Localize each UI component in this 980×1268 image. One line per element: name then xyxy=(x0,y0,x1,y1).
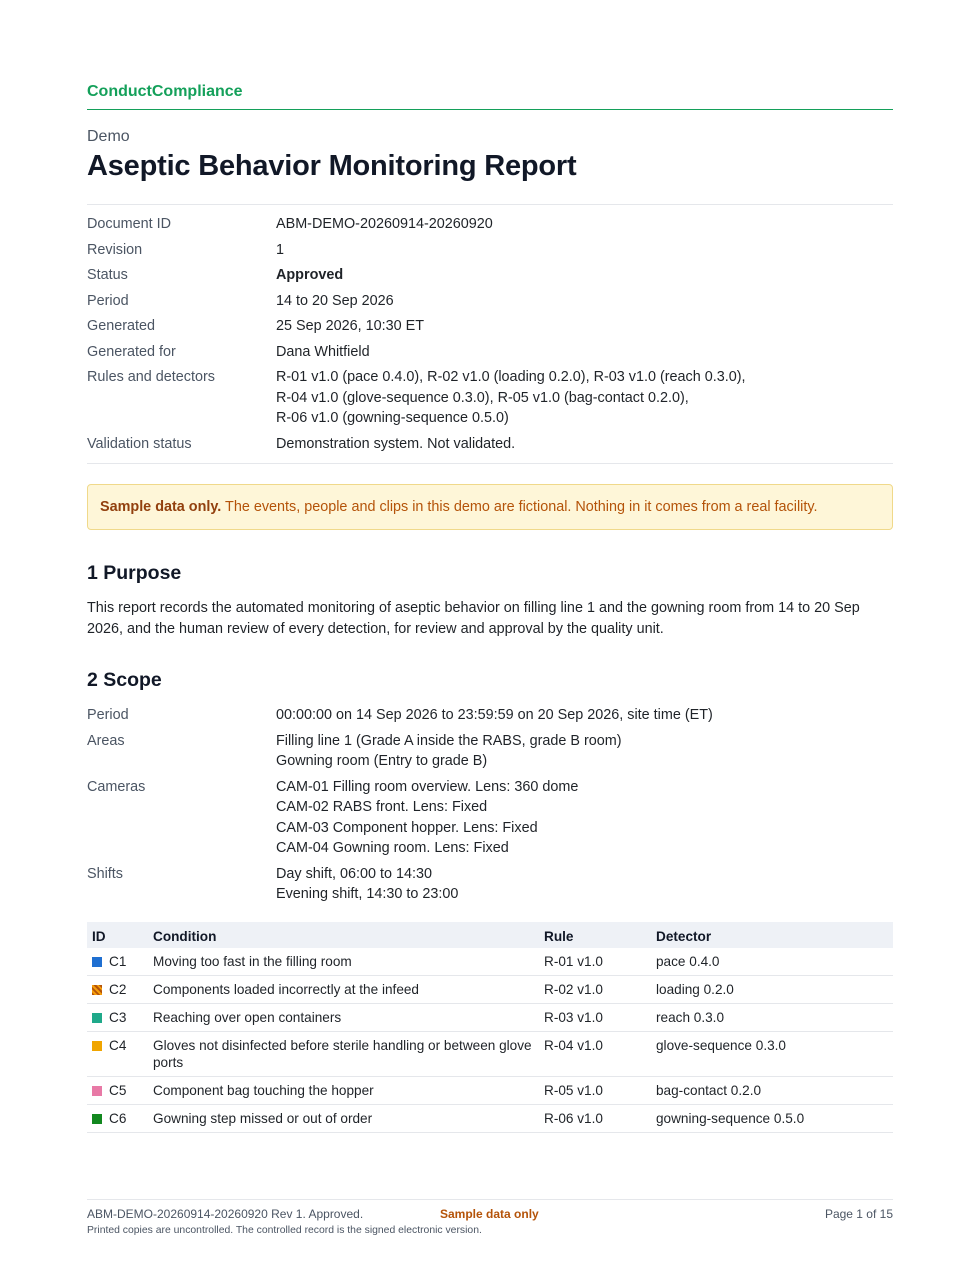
condition-id-cell xyxy=(87,1105,148,1133)
meta-label: Rules and detectors xyxy=(87,369,215,385)
scope-shifts xyxy=(87,864,893,905)
meta-revision xyxy=(87,240,893,261)
meta-label: Period xyxy=(87,292,129,309)
shift-item: Day shift, 06:00 to 14:30 xyxy=(276,865,432,882)
table-row xyxy=(87,948,893,976)
meta-value: Demonstration system. Not validated. xyxy=(276,435,516,452)
purpose-line: This report records the automated monitoring of aseptic behavior on filling line 1 and the gowning room from 14 to 20 Sep xyxy=(87,600,860,616)
scope-value: 00:00:00 on 14 Sep 2026 to 23:59:59 on 20 Sep 2026, site time (ET) xyxy=(276,707,713,723)
condition-id: C5 xyxy=(109,1083,127,1098)
meta-status xyxy=(87,265,893,286)
table-row xyxy=(87,1105,893,1133)
meta-label: Document ID xyxy=(87,216,171,232)
scope-value xyxy=(276,731,622,772)
sample-data-notice xyxy=(87,484,893,530)
camera-item: CAM-02 RABS front. Lens: Fixed xyxy=(276,799,488,815)
table-row xyxy=(87,1032,893,1077)
table-header-row xyxy=(87,922,893,948)
brand-name: ConductCompliance xyxy=(87,83,243,100)
conditions-table-body xyxy=(87,948,893,1133)
condition-rule: R-04 v1.0 xyxy=(539,1032,651,1077)
scope-cameras xyxy=(87,777,893,859)
meta-value: Dana Whitfield xyxy=(276,343,370,360)
camera-item: CAM-01 Filling room overview. Lens: 360 dome xyxy=(276,778,579,795)
notice-text: The events, people and clips in this demo are fictional. Nothing in it comes from a real facility. xyxy=(221,499,818,515)
rules-line: R-01 v1.0 (pace 0.4.0), R-02 v1.0 (loading 0.2.0), R-03 v1.0 (reach 0.3.0), xyxy=(276,369,746,385)
scope-areas xyxy=(87,731,893,772)
condition-text: Gloves not disinfected before sterile handling or between glove ports xyxy=(148,1032,539,1077)
column-header-condition: Condition xyxy=(148,922,539,948)
condition-text: Moving too fast in the filling room xyxy=(148,948,539,976)
footer-sample-flag: Sample data only xyxy=(440,1207,539,1221)
status-value: Approved xyxy=(276,267,344,283)
shift-item: Evening shift, 14:30 to 23:00 xyxy=(276,886,459,902)
meta-value: 25 Sep 2026, 10:30 ET xyxy=(276,318,425,334)
report-kicker: Demo xyxy=(87,128,130,145)
notice-strong: Sample data only. xyxy=(100,499,222,515)
condition-id-cell xyxy=(87,1077,148,1105)
meta-label: Generated xyxy=(87,318,156,334)
column-header-id: ID xyxy=(87,922,148,948)
meta-value: 14 to 20 Sep 2026 xyxy=(276,292,394,309)
condition-rule: R-02 v1.0 xyxy=(539,976,651,1004)
camera-item: CAM-03 Component hopper. Lens: Fixed xyxy=(276,819,538,836)
condition-text: Reaching over open containers xyxy=(148,1004,539,1032)
condition-id: C2 xyxy=(109,982,127,997)
condition-detector: loading 0.2.0 xyxy=(651,976,893,1004)
condition-text: Components loaded incorrectly at the infeed xyxy=(148,976,539,1004)
meta-validation-status xyxy=(87,434,893,455)
conditions-table xyxy=(87,922,893,1133)
table-row xyxy=(87,1004,893,1032)
page-title: Aseptic Behavior Monitoring Report xyxy=(87,150,577,182)
scope-details xyxy=(87,705,893,910)
scope-label: Period xyxy=(87,707,129,723)
meta-label: Validation status xyxy=(87,435,192,452)
condition-id-cell xyxy=(87,1004,148,1032)
scope-value xyxy=(276,777,578,859)
column-header-rule: Rule xyxy=(539,922,651,948)
meta-value: ABM-DEMO-20260914-20260920 xyxy=(276,216,493,232)
condition-detector: glove-sequence 0.3.0 xyxy=(651,1032,893,1077)
column-header-detector: Detector xyxy=(651,922,893,948)
condition-rule: R-06 v1.0 xyxy=(539,1105,651,1133)
table-row xyxy=(87,976,893,1004)
condition-rule: R-05 v1.0 xyxy=(539,1077,651,1105)
meta-period xyxy=(87,291,893,312)
rules-line: R-06 v1.0 (gowning-sequence 0.5.0) xyxy=(276,410,509,426)
condition-rule: R-01 v1.0 xyxy=(539,948,651,976)
section-heading-purpose: 1 Purpose xyxy=(87,562,182,584)
meta-label: Revision xyxy=(87,241,143,258)
footer-control-note: Printed copies are uncontrolled. The controlled record is the signed electronic version. xyxy=(87,1225,482,1236)
section-heading-scope: 2 Scope xyxy=(87,669,162,691)
condition-text: Gowning step missed or out of order xyxy=(148,1105,539,1133)
condition-color-swatch xyxy=(92,1013,102,1023)
footer-document-ref: ABM-DEMO-20260914-20260920 Rev 1. Approved. xyxy=(87,1207,364,1221)
condition-id-cell xyxy=(87,976,148,1004)
condition-id: C3 xyxy=(109,1010,127,1025)
scope-period xyxy=(87,705,893,726)
condition-text: Component bag touching the hopper xyxy=(148,1077,539,1105)
condition-color-swatch xyxy=(92,957,102,967)
meta-generated xyxy=(87,316,893,337)
condition-color-swatch xyxy=(92,985,102,995)
footer-divider xyxy=(87,1199,893,1200)
purpose-line: 2026, and the human review of every detection, for review and approval by the quality unit. xyxy=(87,620,664,637)
scope-value xyxy=(276,864,458,905)
scope-label: Areas xyxy=(87,732,125,749)
table-row xyxy=(87,1077,893,1105)
meta-rules-detectors xyxy=(87,367,893,429)
condition-rule: R-03 v1.0 xyxy=(539,1004,651,1032)
meta-generated-for xyxy=(87,342,893,363)
camera-item: CAM-04 Gowning room. Lens: Fixed xyxy=(276,840,509,856)
condition-id-cell xyxy=(87,1032,148,1077)
purpose-paragraph xyxy=(87,598,893,639)
area-item: Gowning room (Entry to grade B) xyxy=(276,753,488,769)
area-item: Filling line 1 (Grade A inside the RABS, grade B room) xyxy=(276,732,622,749)
footer-page-number: Page 1 of 15 xyxy=(824,1207,893,1221)
condition-detector: bag-contact 0.2.0 xyxy=(651,1077,893,1105)
header-divider xyxy=(87,109,893,110)
condition-color-swatch xyxy=(92,1114,102,1124)
meta-label: Status xyxy=(87,267,128,283)
condition-detector: pace 0.4.0 xyxy=(651,948,893,976)
condition-id-cell xyxy=(87,948,148,976)
condition-detector: reach 0.3.0 xyxy=(651,1004,893,1032)
condition-id: C6 xyxy=(109,1111,127,1126)
condition-id: C1 xyxy=(109,954,127,969)
condition-color-swatch xyxy=(92,1086,102,1096)
meta-label: Generated for xyxy=(87,343,176,360)
meta-value: 1 xyxy=(276,241,285,258)
meta-document-id xyxy=(87,214,893,235)
condition-id: C4 xyxy=(109,1038,127,1053)
rules-line: R-04 v1.0 (glove-sequence 0.3.0), R-05 v1.0 (bag-contact 0.2.0), xyxy=(276,389,689,406)
condition-detector: gowning-sequence 0.5.0 xyxy=(651,1105,893,1133)
meta-value xyxy=(276,367,746,429)
scope-label: Shifts xyxy=(87,865,123,882)
scope-label: Cameras xyxy=(87,778,146,795)
document-metadata xyxy=(87,204,893,464)
condition-color-swatch xyxy=(92,1041,102,1051)
